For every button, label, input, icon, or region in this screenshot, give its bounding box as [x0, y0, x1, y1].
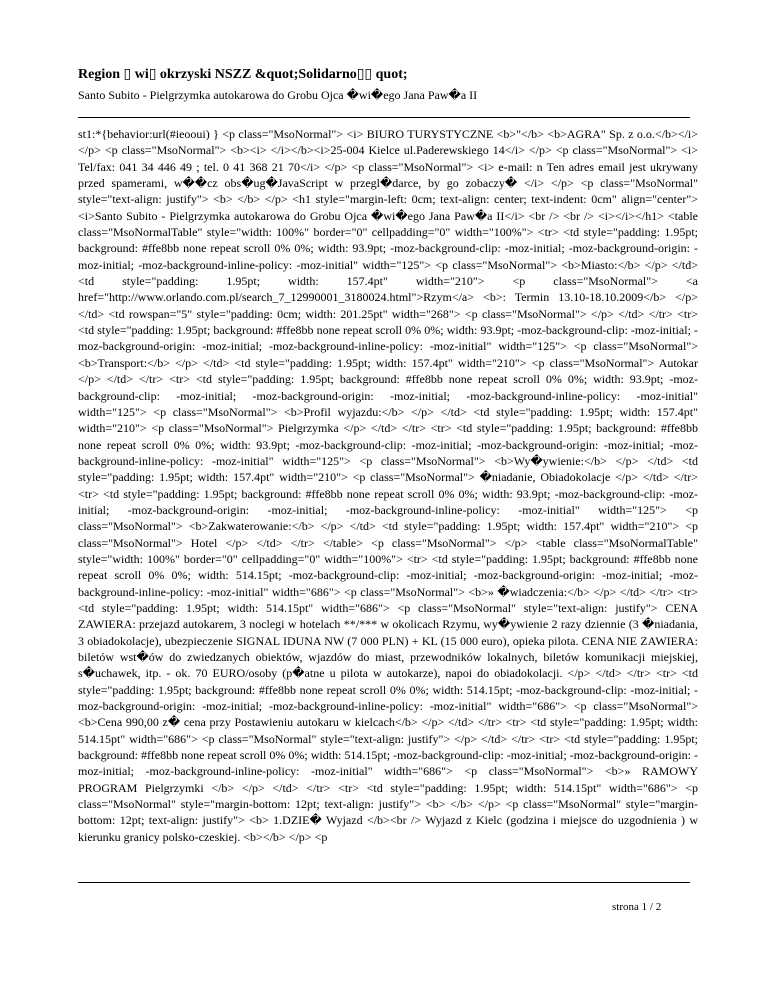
- bottom-divider: [78, 882, 690, 883]
- document-body-text: st1:*{behavior:url(#ieooui) } <p class="MsoNormal"> <i> BIURO TURYSTYCZNE <b>"</b> <b>AGRA" Sp. z o.o.</b></i> </p> <p class="MsoNormal"> <b><i> </i></b><i>25-004 Kielce ul.Paderewskiego 14</i> </p> <p class="MsoNormal"> <i> Tel/fax: 041 34 446 49 ; tel. 0 41 368 21 70</i> </p> <p class="MsoNormal"> <i> e-mail: n Ten adres email jest ukrywany przed spamerami, w��cz obs�ug�JavaScript w przegl�darce, by go zobaczy� </i> </p> <p class="MsoNormal" style="text-align: justify"> <b> </b> </p> <h1 style="margin-left: 0cm; text-align: center; text-indent: 0cm" align="center"><i>Santo Subito - Pielgrzymka autokarowa do Grobu Ojca �wi�ego Jana Paw�a II</i> <br /> <br /> <i></i></h1> <table class="MsoNormalTable" style="width: 100%" border="0" cellpadding="0" width="100%"> <tr> <td style="padding: 1.95pt; background: #ffe8bb none repeat scroll 0% 0%; width: 93.9pt; -moz-background-clip: -moz-initial; -moz-background-origin: -moz-initial; -moz-background-inline-policy: -moz-initial" width="125"> <p class="MsoNormal"> <b>Miasto:</b> </p> </td> <td style="padding: 1.95pt; width: 157.4pt" width="210"> <p class="MsoNormal"> <a href="http://www.orlando.com.pl/search_7_12990001_3180024.html">Rzym</a> <b>: Termin 13.10-18.10.2009</b> </p> </td> <td rowspan="5" style="padding: 0cm; width: 201.25pt" width="268"> <p class="MsoNormal"> </p> </td> </tr> <tr> <td style="padding: 1.95pt; background: #ffe8bb none repeat scroll 0% 0%; width: 93.9pt; -moz-background-clip: -moz-initial; -moz-background-origin: -moz-initial; -moz-background-inline-policy: -moz-initial" width="125"> <p class="MsoNormal"> <b>Transport:</b> </p> </td> <td style="padding: 1.95pt; width: 157.4pt" width="210"> <p class="MsoNormal"> Autokar </p> </td> </tr> <tr> <td style="padding: 1.95pt; background: #ffe8bb none repeat scroll 0% 0%; width: 93.9pt; -moz-background-clip: -moz-initial; -moz-background-origin: -moz-initial; -moz-background-inline-policy: -moz-initial" width="125"> <p class="MsoNormal"> <b>Profil wyjazdu:</b> </p> </td> <td style="padding: 1.95pt; width: 157.4pt" width="210"> <p class="MsoNormal"> Pielgrzymka </p> </td> </tr> <tr> <td style="padding: 1.95pt; background: #ffe8bb none repeat scroll 0% 0%; width: 93.9pt; -moz-background-clip: -moz-initial; -moz-background-origin: -moz-initial; -moz-background-inline-policy: -moz-initial" width="125"> <p class="MsoNormal"> <b>Wy�ywienie:</b> </p> </td> <td style="padding: 1.95pt; width: 157.4pt" width="210"> <p class="MsoNormal"> �niadanie, Obiadokolacje </p> </td> </tr> <tr> <td style="padding: 1.95pt; background: #ffe8bb none repeat scroll 0% 0%; width: 93.9pt; -moz-background-clip: -moz-initial; -moz-background-origin: -moz-initial; -moz-background-inline-policy: -moz-initial" width="125"> <p class="MsoNormal"> <b>Zakwaterowanie:</b> </p> </td> <td style="padding: 1.95pt; width: 157.4pt" width="210"> <p class="MsoNormal"> Hotel </p> </td> </tr> </table> <p class="MsoNormal"> </p> <table class="MsoNormalTable" style="width: 100%" border="0" cellpadding="0" width="100%"> <tr> <td style="padding: 1.95pt; background: #ffe8bb none repeat scroll 0% 0%; width: 514.15pt; -moz-background-clip: -moz-initial; -moz-background-origin: -moz-initial; -moz-background-inline-policy: -moz-initial" width="686"> <p class="MsoNormal"> <b>» �wiadczenia:</b> </p> </td> </tr> <tr> <td style="padding: 1.95pt; width: 514.15pt" width="686"> <p class="MsoNormal" style="text-align: justify"> CENA ZAWIERA: przejazd autokarem, 3 noclegi w hotelach **/*** w okolicach Rzymu, wy�ywienie 2 razy dziennie (3 �niadania, 3 obiadokolacje), ubezpieczenie SIGNAL IDUNA NW (7 000 PLN) + KL (15 000 euro), opieka pilota. CENA NIE ZAWIERA: biletów wst�ów do zwiedzanych obiektów, wjazdów do miast, przewodników lokalnych, biletów komunikacji miejskiej, s�uchawek, itp. - ok. 70 EURO/osoby (p�atne u pilota w autokarze), napoi do obiadokolacji. </p> </td> </tr> <tr> <td style="padding: 1.95pt; background: #ffe8bb none repeat scroll 0% 0%; width: 514.15pt; -moz-background-clip: -moz-initial; -moz-background-origin: -moz-initial; -moz-background-inline-policy: -moz-initial" width="686"> <p class="MsoNormal"> <b>Cena 990,00 z� cena przy Postawieniu autokaru w kielcach</b> </p> </td> </tr> <tr> <td style="padding: 1.95pt; width: 514.15pt" width="686"> <p class="MsoNormal" style="text-align: justify"> </p> </td> </tr> <tr> <td style="padding: 1.95pt; background: #ffe8bb none repeat scroll 0% 0%; width: 514.15pt; -moz-background-clip: -moz-initial; -moz-background-origin: -moz-initial; -moz-background-inline-policy: -moz-initial" width="686"> <p class="MsoNormal"> <b>» RAMOWY PROGRAM Pielgrzymki </b> </p> </td> </tr> <tr> <td style="padding: 1.95pt; width: 514.15pt" width="686"> <p class="MsoNormal" style="margin-bottom: 12pt; text-align: justify"> <b> </b> </p> <p class="MsoNormal" style="margin-bottom: 12pt; text-align: justify"> <b> 1.DZIE� Wyjazd </b><br /> Wyjazd z Kielc (godzina i miejsce do uzgodnienia ) w kierunku granicy polsko-czeskiej. <b></b> </p> <p: [78, 127, 698, 844]
- page-title: Region ▯ wi▯ okrzyski NSZZ &quot;Solidarno▯▯ quot;: [78, 67, 408, 82]
- top-divider: [78, 117, 690, 118]
- page-subtitle: Santo Subito - Pielgrzymka autokarowa do Grobu Ojca �wi�ego Jana Paw�a II: [78, 88, 478, 102]
- page-number: strona 1 / 2: [612, 901, 662, 913]
- page-header: [78, 66, 698, 103]
